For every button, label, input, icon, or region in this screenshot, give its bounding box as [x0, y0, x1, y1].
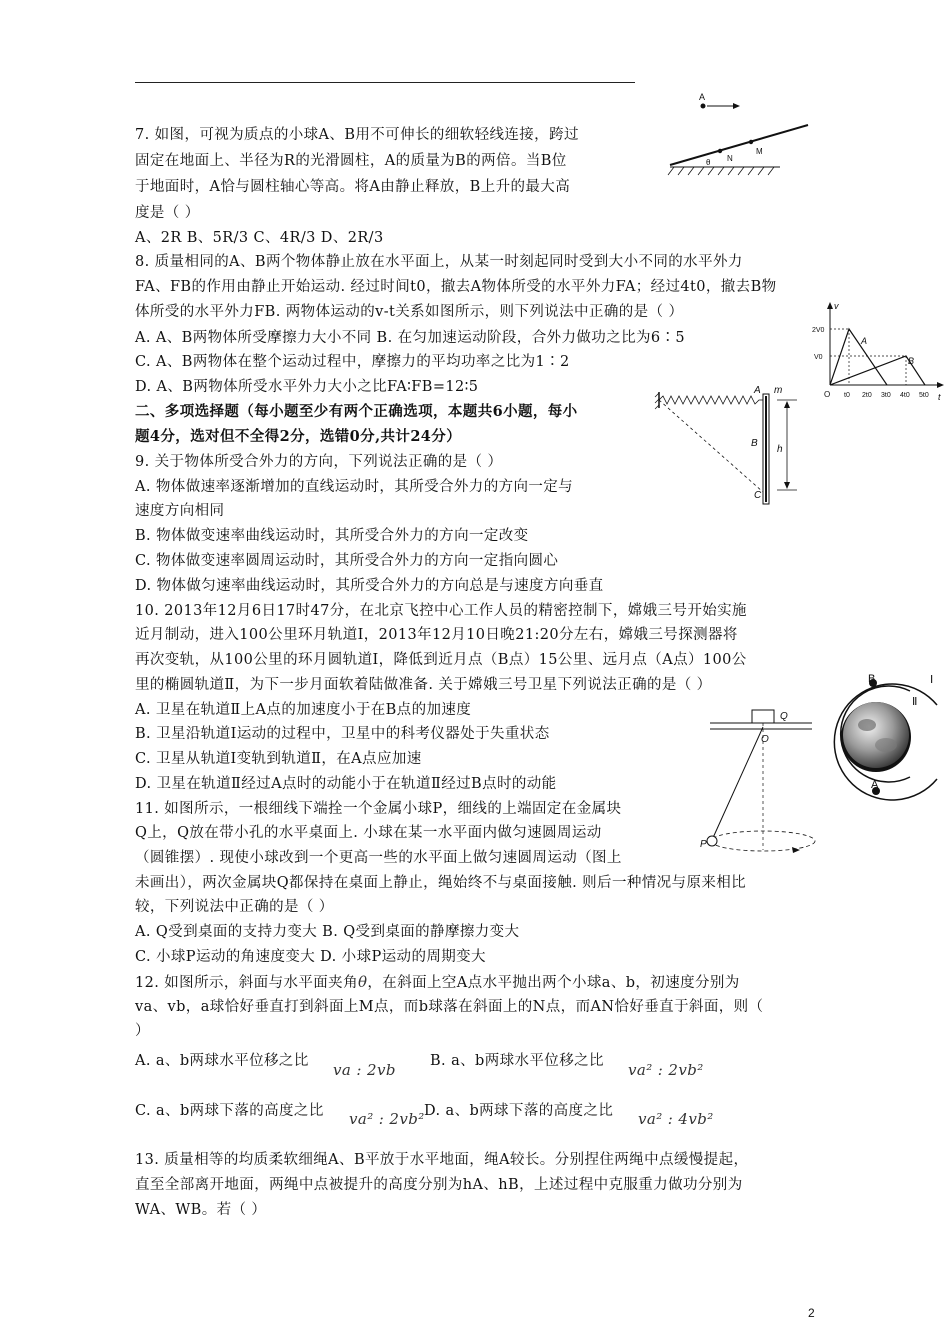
q9-option-d: D. 物体做匀速率曲线运动时，其所受合外力的方向总是与速度方向垂直: [135, 578, 604, 594]
label-a: A: [754, 385, 761, 396]
ball-p: [707, 836, 717, 846]
section2-line2: 题4分，选对但不全得2分，选错0分,共计24分）: [135, 428, 462, 445]
label-t: t: [938, 392, 941, 402]
block-q: [752, 710, 774, 723]
string: [712, 727, 763, 840]
q7-line3: 于地面时，A恰与圆柱轴心等高。将A由静止释放，B上升的最大高: [135, 179, 571, 195]
tick-3t0: 3t0: [881, 392, 891, 399]
q9-stem: 9. 关于物体所受合外力的方向，下列说法正确的是（ ）: [135, 454, 503, 470]
tick-t0: t0: [844, 392, 850, 399]
q10-line4: 里的椭圆轨道Ⅱ，为下一步月面软着陆做准备. 关于嫦娥三号卫星下列说法正确的是（ ）: [135, 677, 712, 693]
label-orbit-ii: Ⅱ: [912, 696, 918, 708]
q8-option-ab: A. A、B两物体所受摩擦力大小不同 B. 在匀加速运动阶段，合外力做功之比为6∶5: [135, 330, 686, 346]
q9-option-c: C. 物体做变速率圆周运动时，其所受合外力的方向一定指向圆心: [135, 553, 559, 569]
dashed-line: [659, 400, 763, 492]
q12-option-b-formula: va² : 2vb²: [628, 1061, 704, 1079]
q11-line2: Q上，Q放在带小孔的水平桌面上. 小球在某一水平面内做匀速圆周运动: [135, 825, 602, 841]
q12-line2: va、vb，a球恰好垂直打到斜面上M点，而b球落在斜面上的N点，而AN恰好垂直于斜面，则（: [135, 999, 764, 1015]
q8-line3: 体所受的水平外力FB. 两物体运动的v-t关系如图所示，则下列说法中正确的是（ ）: [135, 304, 684, 320]
q10-option-b: B. 卫星沿轨道Ⅰ运动的过程中，卫星中的科考仪器处于失重状态: [135, 726, 550, 742]
q12-option-d-formula: va² : 4vb²: [638, 1110, 714, 1128]
label-h: h: [777, 444, 783, 455]
point-m-dot: [749, 140, 753, 144]
q11-line4: 未画出），两次金属块Q都保持在桌面上静止，绳始终不与桌面接触. 则后一种情况与原来相比: [135, 875, 747, 891]
q11-options-cd: C. 小球P运动的角速度变大 D. 小球P运动的周期变大: [135, 949, 486, 965]
theta-symbol: θ: [357, 973, 368, 991]
q12-option-a: A. a、b两球水平位移之比: [135, 1053, 309, 1069]
q12-line3: ）: [135, 1023, 150, 1039]
q10-line2: 近月制动，进入100公里环月轨道Ⅰ，2013年12月10日晚21:20分左右，嫦娥三号探测器将: [135, 627, 738, 643]
label-a: A: [699, 92, 706, 102]
moon: [843, 702, 909, 768]
label-m: m: [774, 385, 783, 396]
q13-line1: 13. 质量相等的均质柔软细绳A、B平放于水平地面，绳A较长。分别捏住两绳中点缓慢提起，: [135, 1152, 749, 1168]
q12-line1-start: 12. 如图所示，斜面与水平面夹角: [135, 975, 358, 991]
q13-line2: 直至全部离开地面，两绳中点被提升的高度分别为hA、hB，上述过程中克服重力做功分别为: [135, 1177, 743, 1193]
q8-option-d: D. A、B两物体所受水平外力大小之比FA∶FB=12∶5: [135, 379, 479, 395]
tick-2t0: 2t0: [862, 392, 872, 399]
q12-option-c: C. a、b两球下落的高度之比: [135, 1103, 324, 1119]
label-c: C: [754, 490, 762, 501]
header-rule: [135, 82, 635, 83]
moon-orbit-figure: [812, 655, 950, 800]
label-v: v: [834, 301, 839, 311]
vt-graph: [808, 300, 948, 410]
ground-hatch: [668, 167, 774, 175]
q10-option-a: A. 卫星在轨道Ⅱ上A点的加速度小于在B点的加速度: [135, 702, 472, 718]
q7-line4: 度是（ ）: [135, 205, 200, 221]
label-2v0: 2V0: [812, 327, 825, 334]
label-orbit-i: Ⅰ: [930, 674, 934, 686]
q8-line2: FA、FB的作用由静止开始运动. 经过时间t0，撤去A物体所受的水平外力FA；经过4t0，撤去B物: [135, 279, 777, 295]
q12-line1-end: ，在斜面上空A点水平抛出两个小球a、b，初速度分别为: [367, 975, 740, 991]
q11-options-ab: A. Q受到桌面的支持力变大 B. Q受到桌面的静摩擦力变大: [135, 924, 520, 940]
q10-option-c: C. 卫星从轨道Ⅰ变轨到轨道Ⅱ，在A点应加速: [135, 751, 422, 767]
q9-option-b: B. 物体做变速率曲线运动时，其所受合外力的方向一定改变: [135, 528, 529, 544]
label-p: P: [700, 839, 707, 850]
point-n-dot: [718, 149, 722, 153]
line-a: [830, 329, 887, 385]
q12-option-a-formula: va : 2vb: [333, 1061, 396, 1079]
tick-4t0: 4t0: [900, 392, 910, 399]
q13-line3: WA、WB。若（ ）: [135, 1202, 267, 1218]
q12-line1: [135, 972, 740, 993]
label-o: O: [761, 734, 769, 745]
q12-option-c-formula: va² : 2vb²: [349, 1110, 425, 1128]
rod-spring-figure: [655, 380, 805, 510]
ball-a: [701, 104, 706, 109]
label-b: B: [751, 438, 758, 449]
q12-option-b: B. a、b两球水平位移之比: [430, 1053, 604, 1069]
spring: [659, 396, 765, 404]
q12-option-d: D. a、b两球下落的高度之比: [424, 1103, 614, 1119]
incline-figure: [660, 85, 820, 180]
arrowhead: [733, 103, 740, 109]
q10-line1: 10. 2013年12月6日17时47分，在北京飞控中心工作人员的精密控制下，嫦娥三号开始实施: [135, 603, 747, 619]
q9-option-a-line2: 速度方向相同: [135, 503, 225, 519]
label-a: A: [871, 779, 879, 791]
q8-option-c: C. A、B两物体在整个运动过程中，摩擦力的平均功率之比为1∶2: [135, 354, 570, 370]
label-theta: θ: [706, 158, 711, 167]
conical-pendulum-figure: [700, 705, 820, 865]
label-line-b: B: [908, 356, 915, 366]
label-m: M: [756, 147, 763, 156]
q7-line2: 固定在地面上、半径为R的光滑圆柱，A的质量为B的两倍。当B位: [135, 153, 567, 169]
page-number: 2: [808, 1306, 815, 1320]
q11-line5: 较，下列说法中正确的是（ ）: [135, 899, 334, 915]
label-line-a: A: [861, 336, 868, 346]
tick-5t0: 5t0: [919, 392, 929, 399]
q11-line3: （圆锥摆）. 现使小球改到一个更高一些的水平面上做匀速圆周运动（图上: [135, 850, 622, 866]
label-b: B: [868, 673, 876, 685]
q9-option-a-line1: A. 物体做速率逐渐增加的直线运动时，其所受合外力的方向一定与: [135, 479, 574, 495]
q10-line3: 再次变轨，从100公里的环月圆轨道Ⅰ，降低到近月点（B点）15公里、远月点（A点）100公: [135, 652, 747, 668]
label-origin: O: [824, 390, 831, 399]
label-n: N: [727, 154, 733, 163]
q10-option-d: D. 卫星在轨道Ⅱ经过A点时的动能小于在轨道Ⅱ经过B点时的动能: [135, 776, 557, 792]
incline-line: [670, 125, 808, 165]
q7-options: A、2R B、5R/3 C、4R/3 D、2R/3: [135, 230, 384, 246]
q8-line1: 8. 质量相同的A、B两个物体静止放在水平面上，从某一时刻起同时受到大小不同的水平外力: [135, 254, 743, 270]
label-q: Q: [780, 711, 788, 722]
q7-line1: 7. 如图，可视为质点的小球A、B用不可伸长的细软轻线连接，跨过: [135, 127, 579, 143]
label-v0: V0: [814, 354, 823, 361]
section2-line1: 二、多项选择题（每小题至少有两个正确选项，本题共6小题，每小: [135, 403, 578, 420]
q11-line1: 11. 如图所示，一根细线下端拴一个金属小球P，细线的上端固定在金属块: [135, 801, 622, 817]
